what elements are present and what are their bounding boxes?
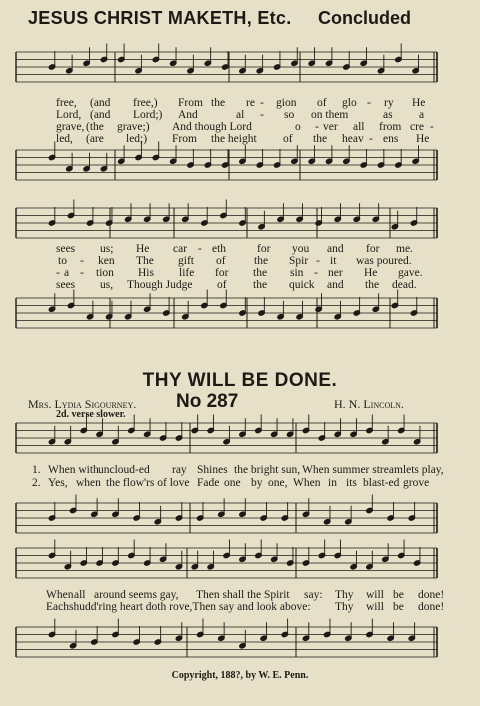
staff-hymn2-s2-bass bbox=[16, 627, 437, 657]
copyright-notice: Copyright, 188?, by W. E. Penn. bbox=[171, 670, 309, 681]
notes-hymn1-s2-bass bbox=[48, 290, 417, 320]
hymn-author: Mrs. Lydia Sigourney. bbox=[28, 397, 137, 411]
header-concluded-label: Concluded bbox=[318, 8, 411, 28]
notes-hymn2-s1-bass bbox=[48, 495, 415, 525]
staff-hymn2-s1-bass bbox=[16, 503, 437, 533]
tempo-marking: 2d. verse slower. bbox=[56, 409, 126, 420]
staff-hymn2-s1-treble bbox=[16, 423, 437, 453]
hymn-number: No 287 bbox=[176, 391, 239, 412]
hymn-title: THY WILL BE DONE. bbox=[142, 370, 338, 391]
notes-hymn1-s2-treble bbox=[48, 200, 417, 230]
notes-hymn2-s2-treble bbox=[48, 540, 420, 570]
staff-hymn2-s2-treble bbox=[16, 548, 437, 578]
notes-hymn1-s1-bass bbox=[48, 142, 419, 172]
notes-hymn2-s2-bass bbox=[48, 619, 415, 649]
notes-hymn1-s1-treble bbox=[48, 44, 419, 74]
hymn-composer: H. N. Lincoln. bbox=[334, 397, 404, 411]
page-header-title: JESUS CHRIST MAKETH, Etc. bbox=[28, 8, 292, 28]
